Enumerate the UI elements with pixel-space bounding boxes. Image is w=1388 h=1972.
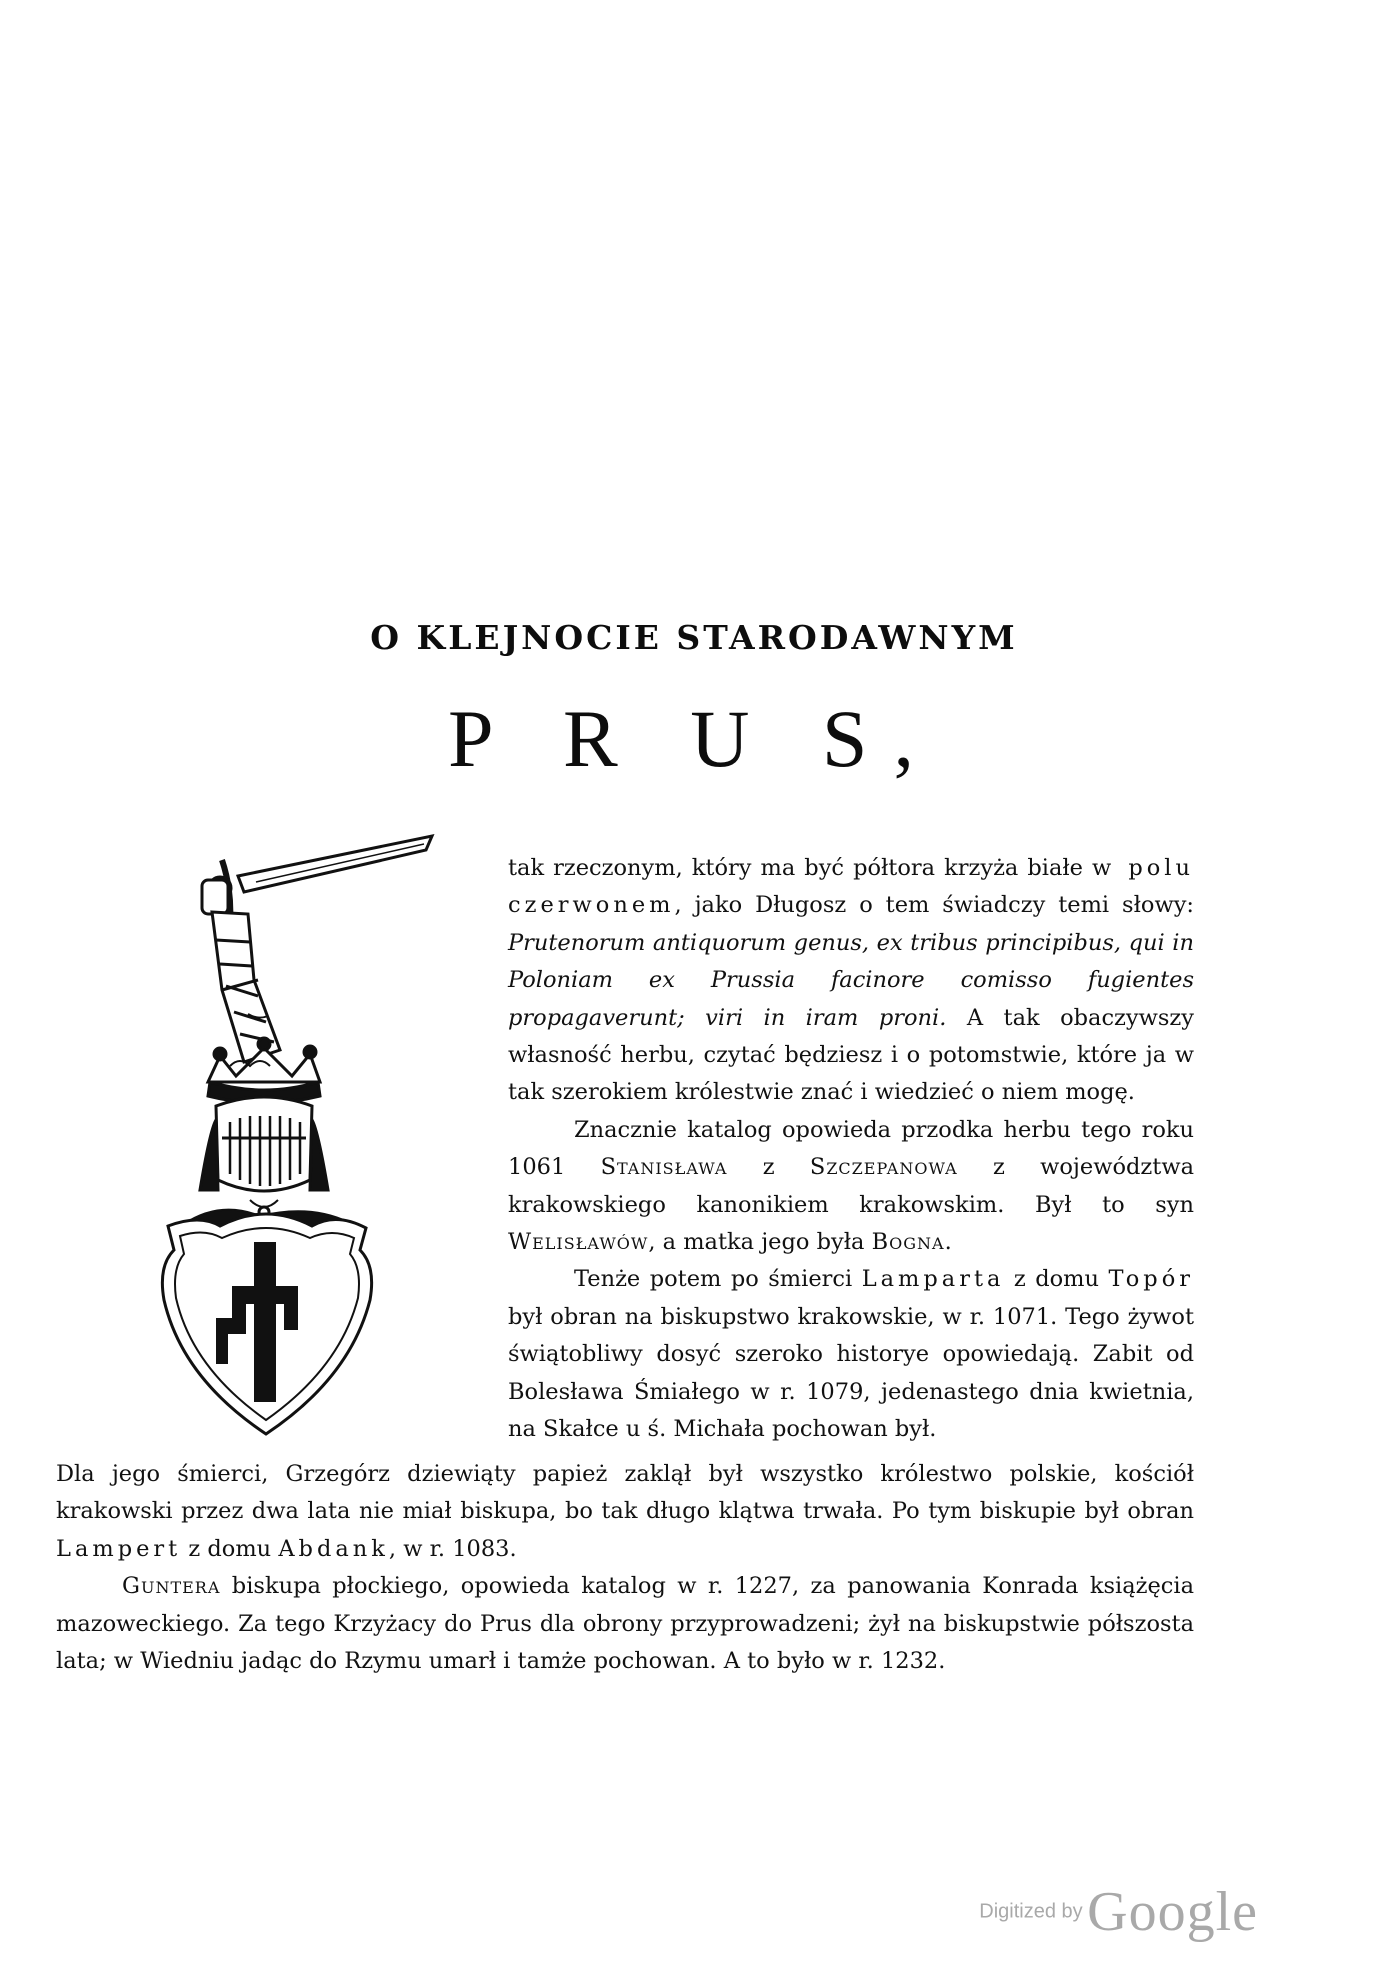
section-heading: O KLEJNOCIE STARODAWNYM (370, 618, 1018, 657)
sword-icon (202, 836, 432, 922)
paragraph: Znacznie katalog opowieda przodka herbu tego roku 1061 Stanisława z Szczepanowa z województwa krakowskiego kanonikiem krakowskim. Był to syn Welisławów, a matka jego była Bogna. (508, 1116, 1194, 1256)
digitized-by-google-watermark: Digitized by Google (979, 1881, 1258, 1943)
text-full-width (56, 1456, 1194, 1680)
latin-quote: Prutenorum antiquorum genus, ex tribus principibus, qui in Poloniam ex Prussia facinore comisso fugientes propagaverunt; viri in iram proni. (508, 929, 1194, 1031)
crown-icon (208, 1038, 320, 1103)
google-logo: Google (1087, 1881, 1258, 1943)
paragraph: tak rzeczonym, który ma być półtora krzyża białe w polu czerwonem, jako Długosz o tem świadczy temi słowy: Prutenorum antiquorum genus, ex tribus principibus, qui in Poloniam ex Prussia facinore comisso fugientes propagaverunt; viri in iram proni. A tak obaczywszy własność herbu, czytać będziesz i o potomstwie, które ja w tak szerokiem królestwie znać i wiedzieć o niem mogę. (508, 855, 1194, 1106)
text-column-right (508, 850, 1194, 1449)
coat-of-arms-illustration (160, 830, 460, 1450)
paragraph: Tenże potem po śmierci Lamparta z domu Topór był obran na biskupstwo krakowskie, w r. 1071. Tego żywot świątobliwy dosyć szeroko historye opowiedają. Zabit od Bolesława Śmiałego w r. 1079, jedenastego dnia kwietnia, na Skałce u ś. Michała pochowan był. (508, 1266, 1194, 1443)
paragraph: Dla jego śmierci, Grzegórz dziewiąty papież zaklął był wszystko królestwo polskie, kościół krakowski przez dwa lata nie miał biskupa, bo tak długo klątwa trwała. Po tym biskupie był obran Lampert z domu Abdank, w r. 1083. (56, 1461, 1194, 1562)
paragraph: Guntera biskupa płockiego, opowieda katalog w r. 1227, za panowania Konrada książęcia mazoweckiego. Za tego Krzyżacy do Prus dla obrony przyprowadzeni; żył na biskupstwie półszosta lata; w Wiedniu jadąc do Rzymu umarł i tamże pochowan. A to było w r. 1232. (56, 1573, 1194, 1675)
helmet-icon (200, 1097, 328, 1217)
coat-of-arms-title: P R U S, (447, 693, 941, 784)
